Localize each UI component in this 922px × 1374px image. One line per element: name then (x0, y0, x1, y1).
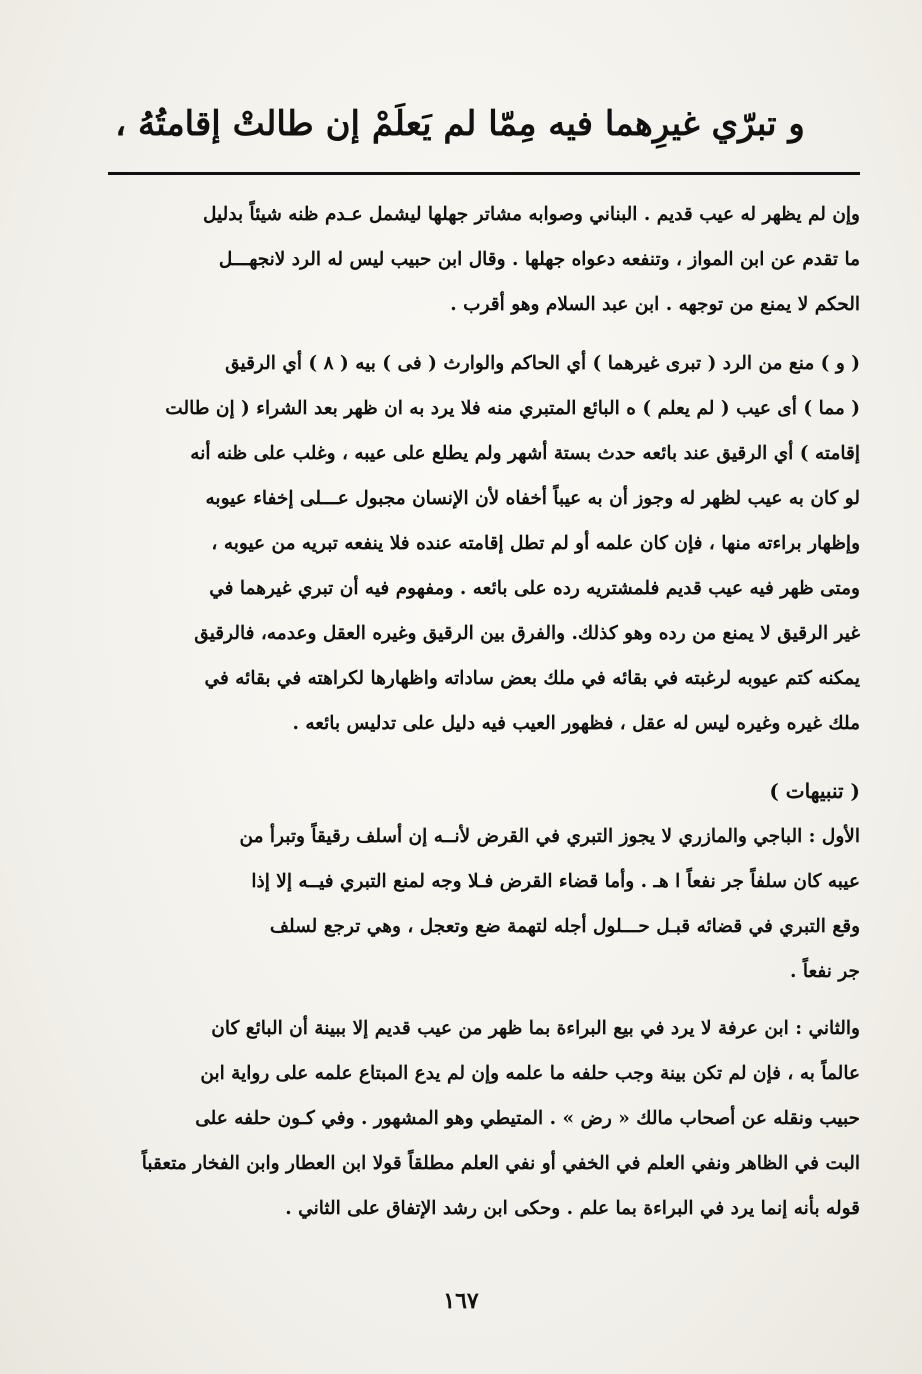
text-line: وإن لم يظهر له عيب قديم . البناني وصوابه مشاتر جهلها ليشمل عـدم ظنه شيئاً بدليل (203, 204, 860, 225)
text-line: غير الرقيق لا يمنع من رده وهو كذلك. والفرق بين الرقيق وغيره العقل وعدمه، فالرقيق (194, 623, 860, 644)
page-number: ١٦٧ (443, 1288, 479, 1314)
text-line: وقع التبري في قضائه قبـل حـــلول أجله لتهمة ضع وتعجل ، وهي ترجع لسلف (269, 916, 860, 937)
text-line: جر نفعاً . (789, 961, 860, 982)
section-subheading: ( تنبيهات ) (769, 779, 860, 803)
text-line: ( مما ) أى عيب ( لم يعلم ) ه البائع المتبري منه فلا يرد به ان ظهر بعد الشراء ( إن طالت (165, 398, 860, 419)
text-line: لو كان به عيب لظهر له وجوز أن به عيباً أخفاه لأن الإنسان مجبول عـــلى إخفاء عيوبه (205, 488, 860, 509)
text-line: ( و ) منع من الرد ( تبرى غيرهما ) أي الحاكم والوارث ( فى ) بيه ( ٨ ) أي الرقيق (225, 353, 860, 374)
paragraph-3 (108, 814, 860, 994)
paragraph-1 (108, 192, 860, 327)
text-line: ملك غيره وغيره ليس له عقل ، فظهور العيب فيه دليل على تدليس بائعه . (292, 713, 860, 734)
text-line: البت في الظاهر ونفي العلم في الخفي أو نفي العلم مطلقاً قولا ابن العطار وابن الفخار متعقباً (141, 1153, 860, 1174)
text-line: ومتى ظهر فيه عيب قديم فلمشتريه رده على بائعه . ومفهوم فيه أن تبري غيرهما في (209, 578, 860, 599)
paragraph-2 (108, 341, 860, 746)
paragraph-spacer (108, 994, 860, 1006)
text-line: عالماً به ، فإن لم تكن بينة وجب حلفه ما علمه وإن لم يدع المبتاع علمه على رواية ابن (200, 1063, 860, 1084)
text-line: الحكم لا يمنع من توجهه . ابن عبد السلام وهو أقرب . (450, 294, 860, 315)
verse-heading: و تبرّي غيرِهما فيه مِمّا لم يَعلَمْ إن طالتْ إقامتُهُ ، (115, 104, 805, 144)
text-line: والثاني : ابن عرفة لا يرد في بيع البراءة بما ظهر من عيب قديم إلا ببينة أن البائع كان (211, 1018, 860, 1039)
paragraph-spacer (108, 746, 860, 768)
commentary-body (108, 192, 860, 1231)
text-line: قوله بأنه إنما يرد في البراءة بما علم . وحكى ابن رشد الإتفاق على الثاني . (285, 1198, 860, 1219)
text-line: حبيب ونقله عن أصحاب مالك « رض » . المتيطي وهو المشهور . وفي كـون حلفه على (195, 1108, 860, 1129)
heading-divider (108, 172, 860, 175)
text-line: وإظهار براءته منها ، فإن كان علمه أو لم تطل إقامته عنده فلا ينفعه تبريه من عيوبه ، (211, 533, 860, 554)
text-line: إقامته ) أي الرقيق عند بائعه حدث بستة أشهر ولم يطلع على عيبه ، وغلب على ظنه أنه (190, 443, 860, 464)
text-line: عيبه كان سلفاً جر نفعاً ا هـ . وأما قضاء القرض فـلا وجه لمنع التبري فيــه إلا إذا (251, 871, 860, 892)
paragraph-4 (108, 1006, 860, 1231)
paragraph-spacer (108, 327, 860, 341)
text-line: الأول : الباجي والمازري لا يجوز التبري في القرض لأنــه إن أسلف رقيقاً وتبرأ من (239, 826, 860, 847)
text-line: يمكنه كتم عيوبه لرغبته في بقائه في ملك بعض ساداته واظهارها لكراهته في بقائه في (204, 668, 860, 689)
text-line: ما تقدم عن ابن المواز ، وتنفعه دعواه جهلها . وقال ابن حبيب ليس له الرد لانجهـــل (218, 249, 860, 270)
